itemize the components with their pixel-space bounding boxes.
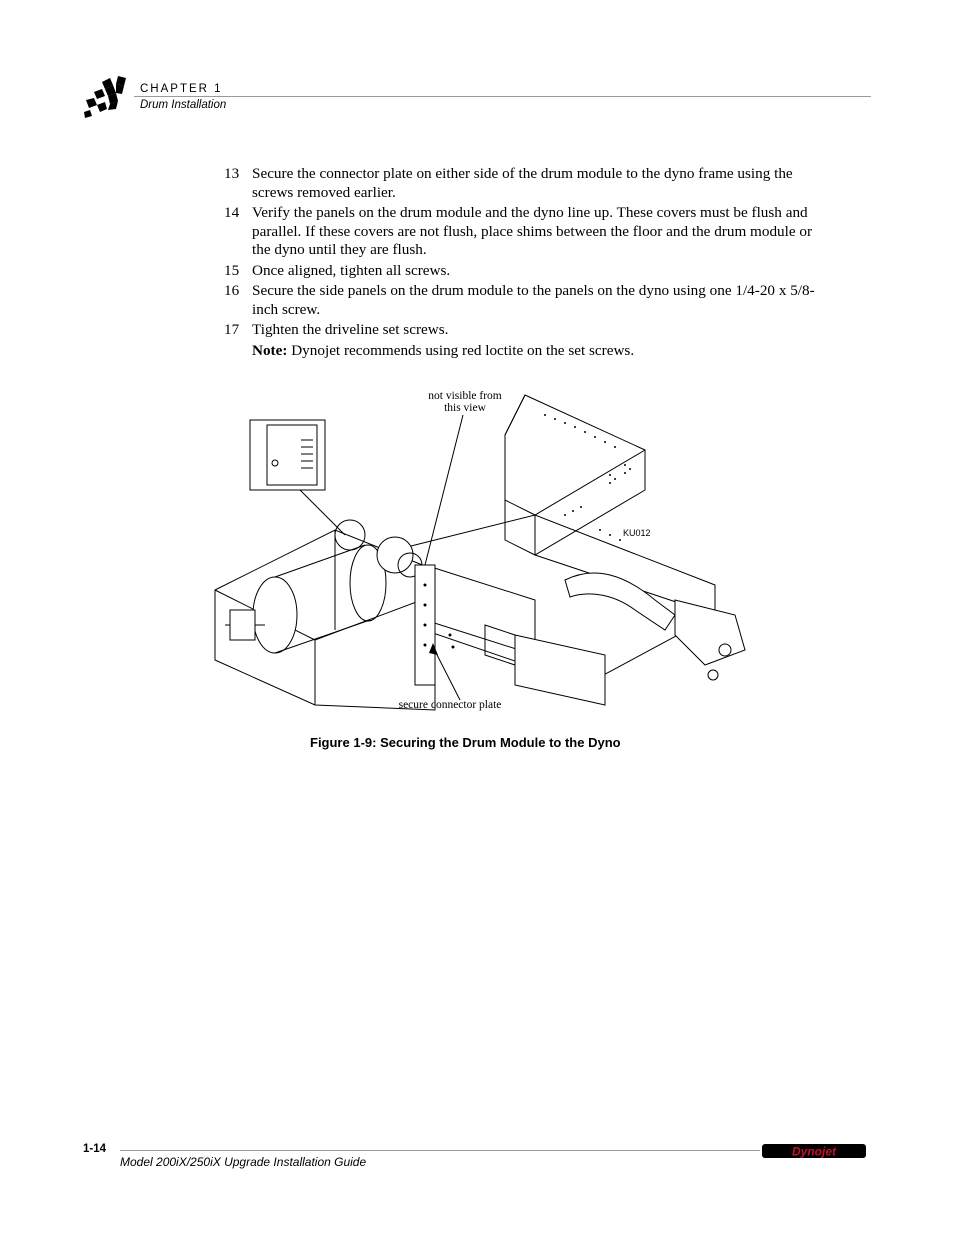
step-15 [224,262,824,281]
note-text: Dynojet recommends using red loctite on the set screws. [287,341,635,359]
footer-rule [120,1150,760,1151]
checkered-flag-logo [80,76,132,120]
callout-line: not visible from [428,390,502,402]
drum-module-illustration [205,385,765,725]
footer-guide-title: Model 200iX/250iX Upgrade Installation Guide [120,1155,367,1169]
page-number: 1-14 [83,1143,107,1155]
instruction-steps [224,165,824,360]
note-label: Note: [252,341,288,359]
step-text: Secure the connector plate on either side of the drum module to the dyno frame using the screws removed earlier. [252,165,793,201]
step-text: Once aligned, tighten all screws. [252,261,451,279]
section-title: Drum Installation [140,99,227,111]
step-text: Secure the side panels on the drum module to the panels on the dyno using one 1/4-20 x 5/8-inch screw. [252,282,815,318]
step-text: Tighten the driveline set screws. [252,321,449,338]
header-rule [134,96,871,97]
dynojet-logo [762,1142,866,1160]
figure-code: KU012 [623,528,651,538]
drum-module-figure [205,385,765,725]
step-number: 15 [224,261,240,279]
callout-connector-plate: secure connector plate [398,699,502,711]
step-number: 16 [224,282,240,299]
note [252,342,824,361]
brand-text: Dynojet [791,1144,837,1159]
step-14 [224,204,824,260]
figure-caption: Figure 1-9: Securing the Drum Module to the Dyno [310,735,621,750]
step-16 [224,282,824,319]
callout-line: this view [444,402,486,414]
step-number: 17 [224,321,240,338]
step-number: 14 [224,204,240,221]
step-text: Verify the panels on the drum module and the dyno line up. These covers must be flush and parallel. If these covers are not flush, place shims between the floor and the drum module or the dyno until they are flush. [252,204,813,258]
callout-not-visible [415,390,515,414]
step-13 [224,165,824,202]
step-number: 13 [224,165,240,182]
chapter-label: CHAPTER 1 [140,83,223,95]
step-17 [224,321,824,340]
